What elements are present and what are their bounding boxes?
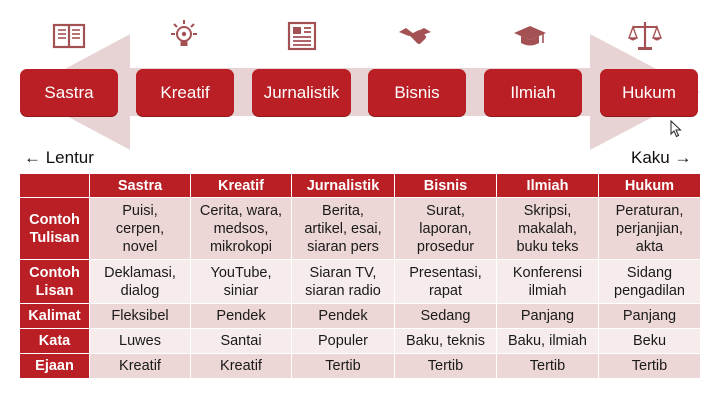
column-header: Hukum	[599, 174, 701, 198]
cell-line: Luwes	[119, 333, 161, 349]
table-cell	[395, 354, 497, 379]
table-cell	[497, 304, 599, 329]
table-row	[20, 354, 701, 379]
register-box-sastra: Sastra	[20, 69, 118, 116]
cell-line: Tertib	[529, 358, 566, 374]
cell-line: Kreatif	[220, 358, 262, 374]
cell-line: akta	[635, 238, 664, 255]
cell-line: Pendek	[216, 308, 266, 324]
register-box-jurnalistik: Jurnalistik	[252, 69, 351, 116]
cell-line: YouTube,	[210, 264, 272, 281]
cell-line: buku teks	[516, 238, 579, 255]
table-cell	[497, 329, 599, 354]
table-row	[20, 260, 701, 304]
table-cell	[599, 354, 701, 379]
table-cell	[292, 329, 395, 354]
cell-line: Baku, teknis	[406, 333, 485, 349]
cell-line: artikel, esai,	[304, 220, 382, 237]
cell-line: Presentasi,	[409, 264, 482, 281]
table-header-row	[20, 174, 701, 198]
row-header-line: Kalimat	[28, 308, 81, 324]
cell-line: Beku	[632, 333, 667, 349]
table-cell	[90, 260, 191, 304]
cell-line: Tertib	[631, 358, 668, 374]
row-header-line: Lisan	[35, 282, 74, 299]
row-header	[20, 329, 90, 354]
table-cell	[90, 354, 191, 379]
register-comparison-table	[19, 173, 701, 379]
newspaper-icon	[284, 18, 320, 54]
table-cell	[191, 198, 292, 260]
table-cell	[292, 260, 395, 304]
table-cell	[395, 329, 497, 354]
cell-line: Surat,	[426, 202, 465, 219]
mouse-cursor-icon	[670, 120, 682, 138]
cell-line: siniar	[223, 282, 259, 299]
cell-line: Peraturan,	[615, 202, 684, 219]
cell-line: cerpen,	[115, 220, 165, 237]
cell-line: Tertib	[427, 358, 464, 374]
cell-line: makalah,	[518, 220, 577, 237]
cell-line: Kreatif	[119, 358, 161, 374]
cell-line: Sedang	[420, 308, 471, 324]
column-header: Sastra	[90, 174, 191, 198]
table-cell	[292, 354, 395, 379]
cell-line: laporan,	[419, 220, 472, 237]
table-cell	[497, 198, 599, 260]
cell-line: Panjang	[520, 308, 575, 324]
cell-line: perjanjian,	[616, 220, 683, 237]
cell-line: Fleksibel	[111, 308, 169, 324]
table-cell	[395, 198, 497, 260]
cell-line: Berita,	[322, 202, 364, 219]
lightbulb-icon	[166, 18, 202, 54]
column-header: Kreatif	[191, 174, 292, 198]
cell-line: siaran pers	[307, 238, 379, 255]
table-cell	[191, 304, 292, 329]
cell-line: Santai	[220, 333, 262, 349]
table-cell	[497, 260, 599, 304]
column-header: Ilmiah	[497, 174, 599, 198]
table-cell	[497, 354, 599, 379]
table-cell	[191, 260, 292, 304]
table-cell	[599, 260, 701, 304]
cell-line: Deklamasi,	[104, 264, 176, 281]
cell-line: Panjang	[622, 308, 677, 324]
cell-line: Sidang	[626, 264, 673, 281]
cell-line: pengadilan	[614, 282, 685, 299]
cell-line: dialog	[120, 282, 160, 299]
table-row	[20, 304, 701, 329]
cell-line: medsos,	[213, 220, 269, 237]
scales-icon	[627, 18, 663, 54]
row-header-line: Contoh	[29, 264, 80, 281]
cell-line: ilmiah	[528, 282, 567, 299]
row-header	[20, 260, 90, 304]
row-header	[20, 304, 90, 329]
register-box-kreatif: Kreatif	[136, 69, 234, 116]
handshake-icon	[397, 18, 433, 54]
cell-line: Populer	[318, 333, 368, 349]
table-cell	[292, 304, 395, 329]
scale-right-label: Kaku →	[631, 148, 692, 167]
table-corner-cell	[20, 174, 90, 198]
row-header-line: Ejaan	[35, 358, 74, 374]
table-cell	[90, 329, 191, 354]
table-cell	[599, 198, 701, 260]
table-row	[20, 198, 701, 260]
cell-line: novel	[122, 238, 158, 255]
row-header-line: Kata	[38, 333, 71, 349]
table-cell	[395, 304, 497, 329]
cell-line: Skripsi,	[523, 202, 572, 219]
row-header-line: Tulisan	[29, 229, 80, 246]
scale-left-label: ← Lentur	[24, 148, 94, 167]
row-header	[20, 198, 90, 260]
register-box-ilmiah: Ilmiah	[484, 69, 582, 116]
table-cell	[599, 304, 701, 329]
table-cell	[90, 198, 191, 260]
cell-line: Puisi,	[122, 202, 158, 219]
cell-line: Pendek	[318, 308, 368, 324]
cell-line: rapat	[428, 282, 463, 299]
book-icon	[51, 18, 87, 54]
cell-line: Baku, ilmiah	[508, 333, 587, 349]
cell-line: Siaran TV,	[309, 264, 377, 281]
row-header	[20, 354, 90, 379]
cell-line: Tertib	[325, 358, 361, 374]
table-cell	[395, 260, 497, 304]
register-box-bisnis: Bisnis	[368, 69, 466, 116]
row-header-line: Contoh	[29, 211, 80, 228]
table-cell	[292, 198, 395, 260]
graduation-cap-icon	[512, 18, 548, 54]
table-row	[20, 329, 701, 354]
table-cell	[191, 354, 292, 379]
table-cell	[191, 329, 292, 354]
cell-line: Cerita, wara,	[199, 202, 283, 219]
register-box-hukum: Hukum	[600, 69, 698, 116]
table-cell	[90, 304, 191, 329]
table-cell	[599, 329, 701, 354]
cell-line: Konferensi	[512, 264, 583, 281]
cell-line: prosedur	[416, 238, 475, 255]
cell-line: siaran radio	[305, 282, 381, 299]
column-header: Bisnis	[395, 174, 497, 198]
cell-line: mikrokopi	[209, 238, 273, 255]
column-header: Jurnalistik	[292, 174, 395, 198]
